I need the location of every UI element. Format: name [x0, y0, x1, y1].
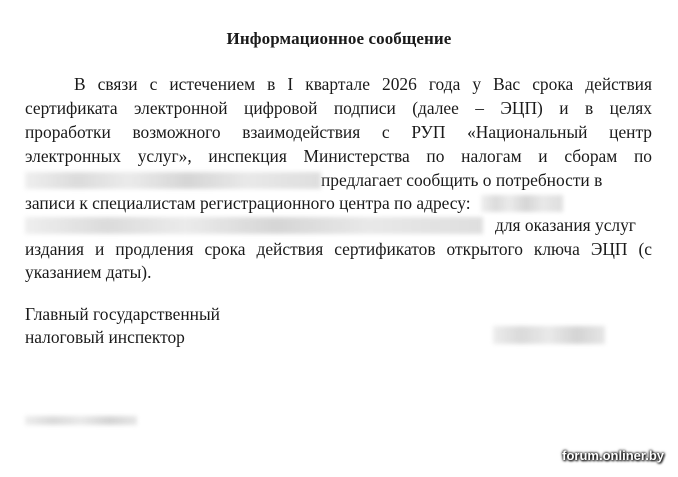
redacted-address-start	[481, 195, 563, 212]
signature-position-line-2: налоговый инспектор	[25, 327, 185, 347]
document-title: Информационное сообщение	[226, 29, 452, 48]
paragraph-line-5-text: предлагает сообщить о потребности в	[321, 170, 603, 190]
redacted-inspector-name	[493, 326, 605, 344]
paragraph-line-6	[25, 192, 563, 214]
paragraph-line-1: В связи с истечением в I квартале 2026 года у Вас срока действия	[74, 74, 652, 94]
redacted-footer-note	[25, 416, 137, 425]
paragraph-line-3: проработки возможного взаимодействия с РУП «Национальный центр	[25, 122, 652, 142]
signature-position-line-1: Главный государственный	[25, 304, 220, 324]
paragraph-line-5	[25, 169, 602, 191]
paragraph-line-4: электронных услуг», инспекция Министерства по налогам и сборам по	[25, 146, 652, 166]
redacted-address	[25, 217, 483, 234]
paragraph-line-8: издания и продления срока действия сертификатов открытого ключа ЭЦП (с	[25, 239, 652, 259]
watermark: forum.onliner.by	[562, 448, 664, 463]
paragraph-line-6-text: записи к специалистам регистрационного центра по адресу:	[25, 193, 471, 213]
redacted-inspection-name	[25, 172, 321, 189]
paragraph-line-9: указанием даты).	[25, 262, 152, 282]
paragraph-line-7	[25, 214, 636, 236]
paragraph-line-7-text: для оказания услуг	[495, 215, 636, 235]
paragraph-line-2: сертификата электронной цифровой подписи (далее – ЭЦП) и в целях	[25, 98, 652, 118]
